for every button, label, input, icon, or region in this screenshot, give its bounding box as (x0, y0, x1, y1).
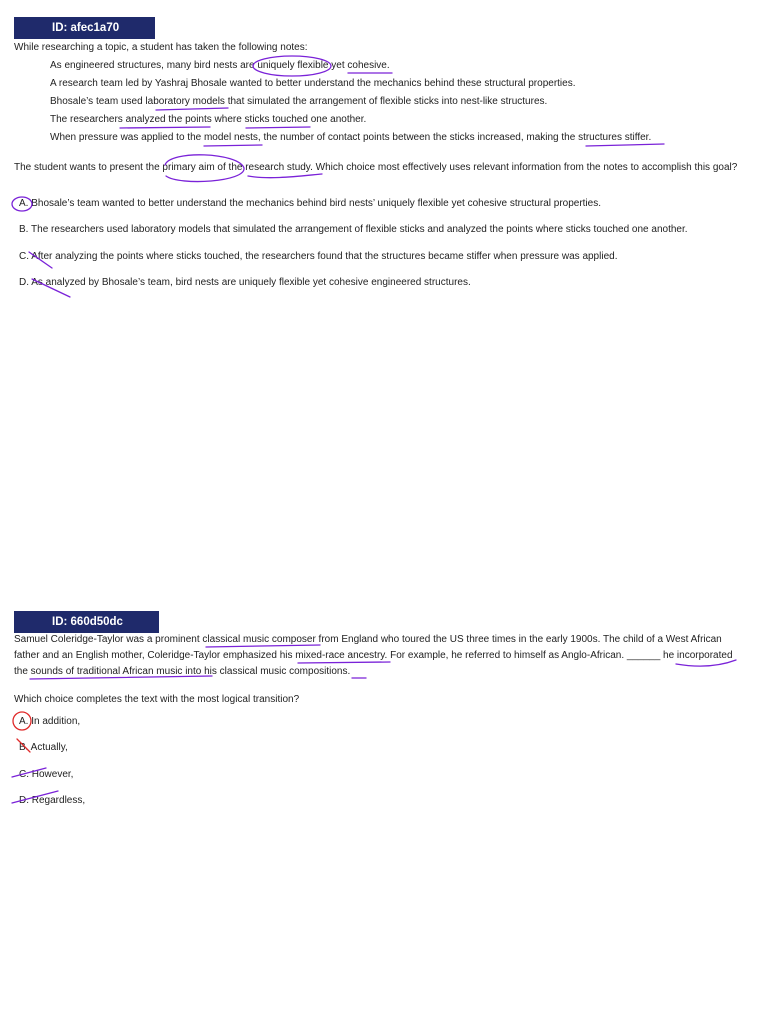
underline-mark (204, 145, 262, 146)
answer-choice-c[interactable]: C. However, (19, 769, 74, 780)
answer-choice-b[interactable]: B. The researchers used laboratory models that simulated the arrangement of flexible sticks and analyzed the points where sticks touched one another. (19, 224, 688, 235)
answer-choice-c[interactable]: C. After analyzing the points where sticks touched, the researchers found that the structures became stiffer when pressure was applied. (19, 251, 618, 262)
note-item: Bhosale’s team used laboratory models that simulated the arrangement of flexible sticks into nest-like structures. (50, 96, 548, 107)
answer-choice-d[interactable]: D. Regardless, (19, 795, 86, 806)
question-id-badge: ID: afec1a70 (14, 17, 155, 39)
question-intro: While researching a topic, a student has taken the following notes: (14, 42, 308, 53)
note-item: A research team led by Yashraj Bhosale wanted to better understand the mechanics behind these structural properties. (50, 78, 576, 89)
answer-choice-a[interactable]: A. Bhosale’s team wanted to better understand the mechanics behind bird nests’ uniquely flexible yet cohesive structural properties. (19, 198, 601, 209)
question-stem: The student wants to present the primary aim of the research study. Which choice most effectively uses relevant information from the notes to accomplish this goal? (14, 162, 738, 173)
question-id-badge: ID: 660d50dc (14, 611, 159, 633)
note-item: The researchers analyzed the points where sticks touched one another. (50, 114, 367, 125)
note-item: As engineered structures, many bird nests are uniquely flexible yet cohesive. (50, 60, 390, 71)
answer-choice-b[interactable]: B. Actually, (19, 742, 68, 753)
answer-choice-a[interactable]: A. In addition, (19, 716, 81, 727)
answer-choice-d[interactable]: D. As analyzed by Bhosale’s team, bird nests are uniquely flexible yet cohesive engineered structures. (19, 277, 471, 288)
note-item: When pressure was applied to the model nests, the number of contact points between the sticks increased, making the structures stiffer. (50, 132, 652, 143)
passage-text: Samuel Coleridge-Taylor was a prominent classical music composer from England who toured the US three times in the early 1900s. The child of a West African father and an English mother, Coleridge-Taylor emphasized his mixed-race ancestry. For example, he referred to himself as Anglo-African. ______ he incorporated the sounds of traditional African music into his classical music compositions. (14, 634, 733, 677)
underline-mark (120, 127, 210, 128)
question-stem: Which choice completes the text with the most logical transition? (14, 694, 300, 705)
underline-mark (246, 127, 310, 128)
